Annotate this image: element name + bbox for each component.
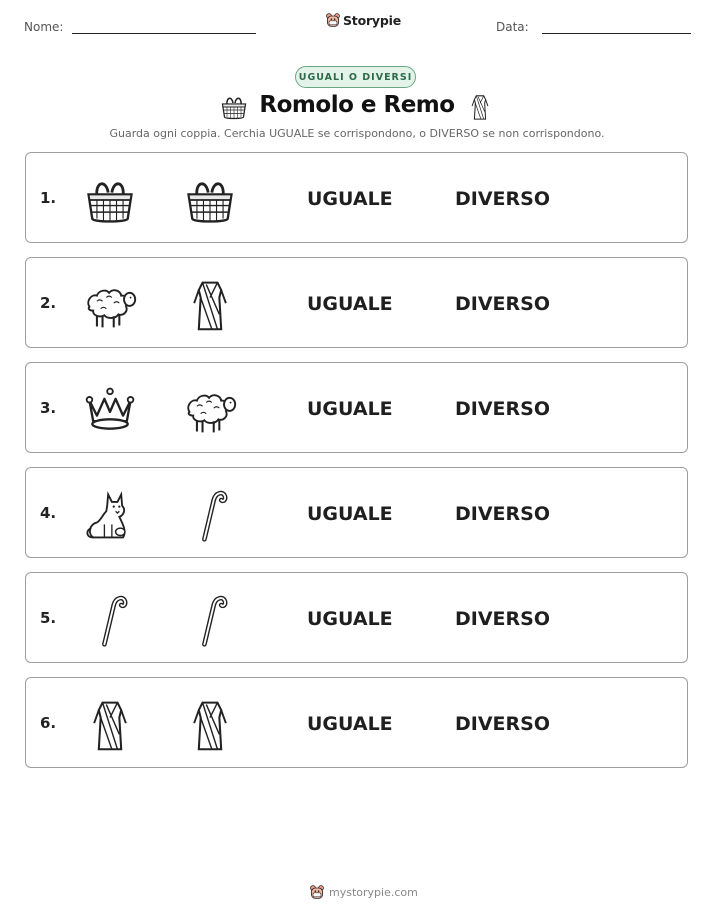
shepherd-staff-icon [182, 592, 238, 648]
sheep-icon [182, 382, 238, 438]
exercise-row [25, 362, 688, 453]
row-number: 2. [40, 294, 57, 312]
row-number: 6. [40, 714, 57, 732]
same-option[interactable]: UGUALE [307, 608, 393, 630]
date-label: Data: [496, 20, 529, 34]
different-option[interactable]: DIVERSO [455, 188, 550, 210]
date-line[interactable] [542, 33, 691, 34]
exercise-row [25, 467, 688, 558]
row-number: 4. [40, 504, 57, 522]
row-number: 3. [40, 399, 57, 417]
page-title: Romolo e Remo [259, 92, 455, 118]
mascot-icon [325, 12, 341, 28]
basket-icon [82, 172, 138, 228]
name-label: Nome: [24, 20, 64, 34]
instructions: Guarda ogni coppia. Cerchia UGUALE se corrispondono, o DIVERSO se non corrispondono. [109, 127, 605, 140]
worksheet-type-badge: UGUALI O DIVERSI [295, 66, 416, 88]
footer [309, 884, 418, 900]
same-option[interactable]: UGUALE [307, 713, 393, 735]
exercise-row [25, 257, 688, 348]
basket-icon [219, 92, 249, 122]
row-number: 1. [40, 189, 57, 207]
brand-name: Storypie [343, 12, 401, 28]
shepherd-staff-icon [82, 592, 138, 648]
different-option[interactable]: DIVERSO [455, 713, 550, 735]
different-option[interactable]: DIVERSO [455, 398, 550, 420]
toga-icon [182, 697, 238, 753]
sheep-icon [82, 277, 138, 333]
mascot-icon [309, 884, 325, 900]
different-option[interactable]: DIVERSO [455, 293, 550, 315]
basket-icon [182, 172, 238, 228]
storypie-logo [325, 12, 401, 28]
same-option[interactable]: UGUALE [307, 293, 393, 315]
row-number: 5. [40, 609, 57, 627]
same-option[interactable]: UGUALE [307, 503, 393, 525]
exercise-row [25, 677, 688, 768]
same-option[interactable]: UGUALE [307, 398, 393, 420]
exercise-row [25, 152, 688, 243]
name-line[interactable] [72, 33, 256, 34]
different-option[interactable]: DIVERSO [455, 503, 550, 525]
different-option[interactable]: DIVERSO [455, 608, 550, 630]
footer-url: mystorypie.com [329, 885, 418, 899]
toga-icon [466, 90, 494, 124]
same-option[interactable]: UGUALE [307, 188, 393, 210]
toga-icon [182, 277, 238, 333]
shepherd-staff-icon [182, 487, 238, 543]
toga-icon [82, 697, 138, 753]
crown-icon [82, 382, 138, 438]
wolf-icon [82, 487, 138, 543]
exercise-row [25, 572, 688, 663]
